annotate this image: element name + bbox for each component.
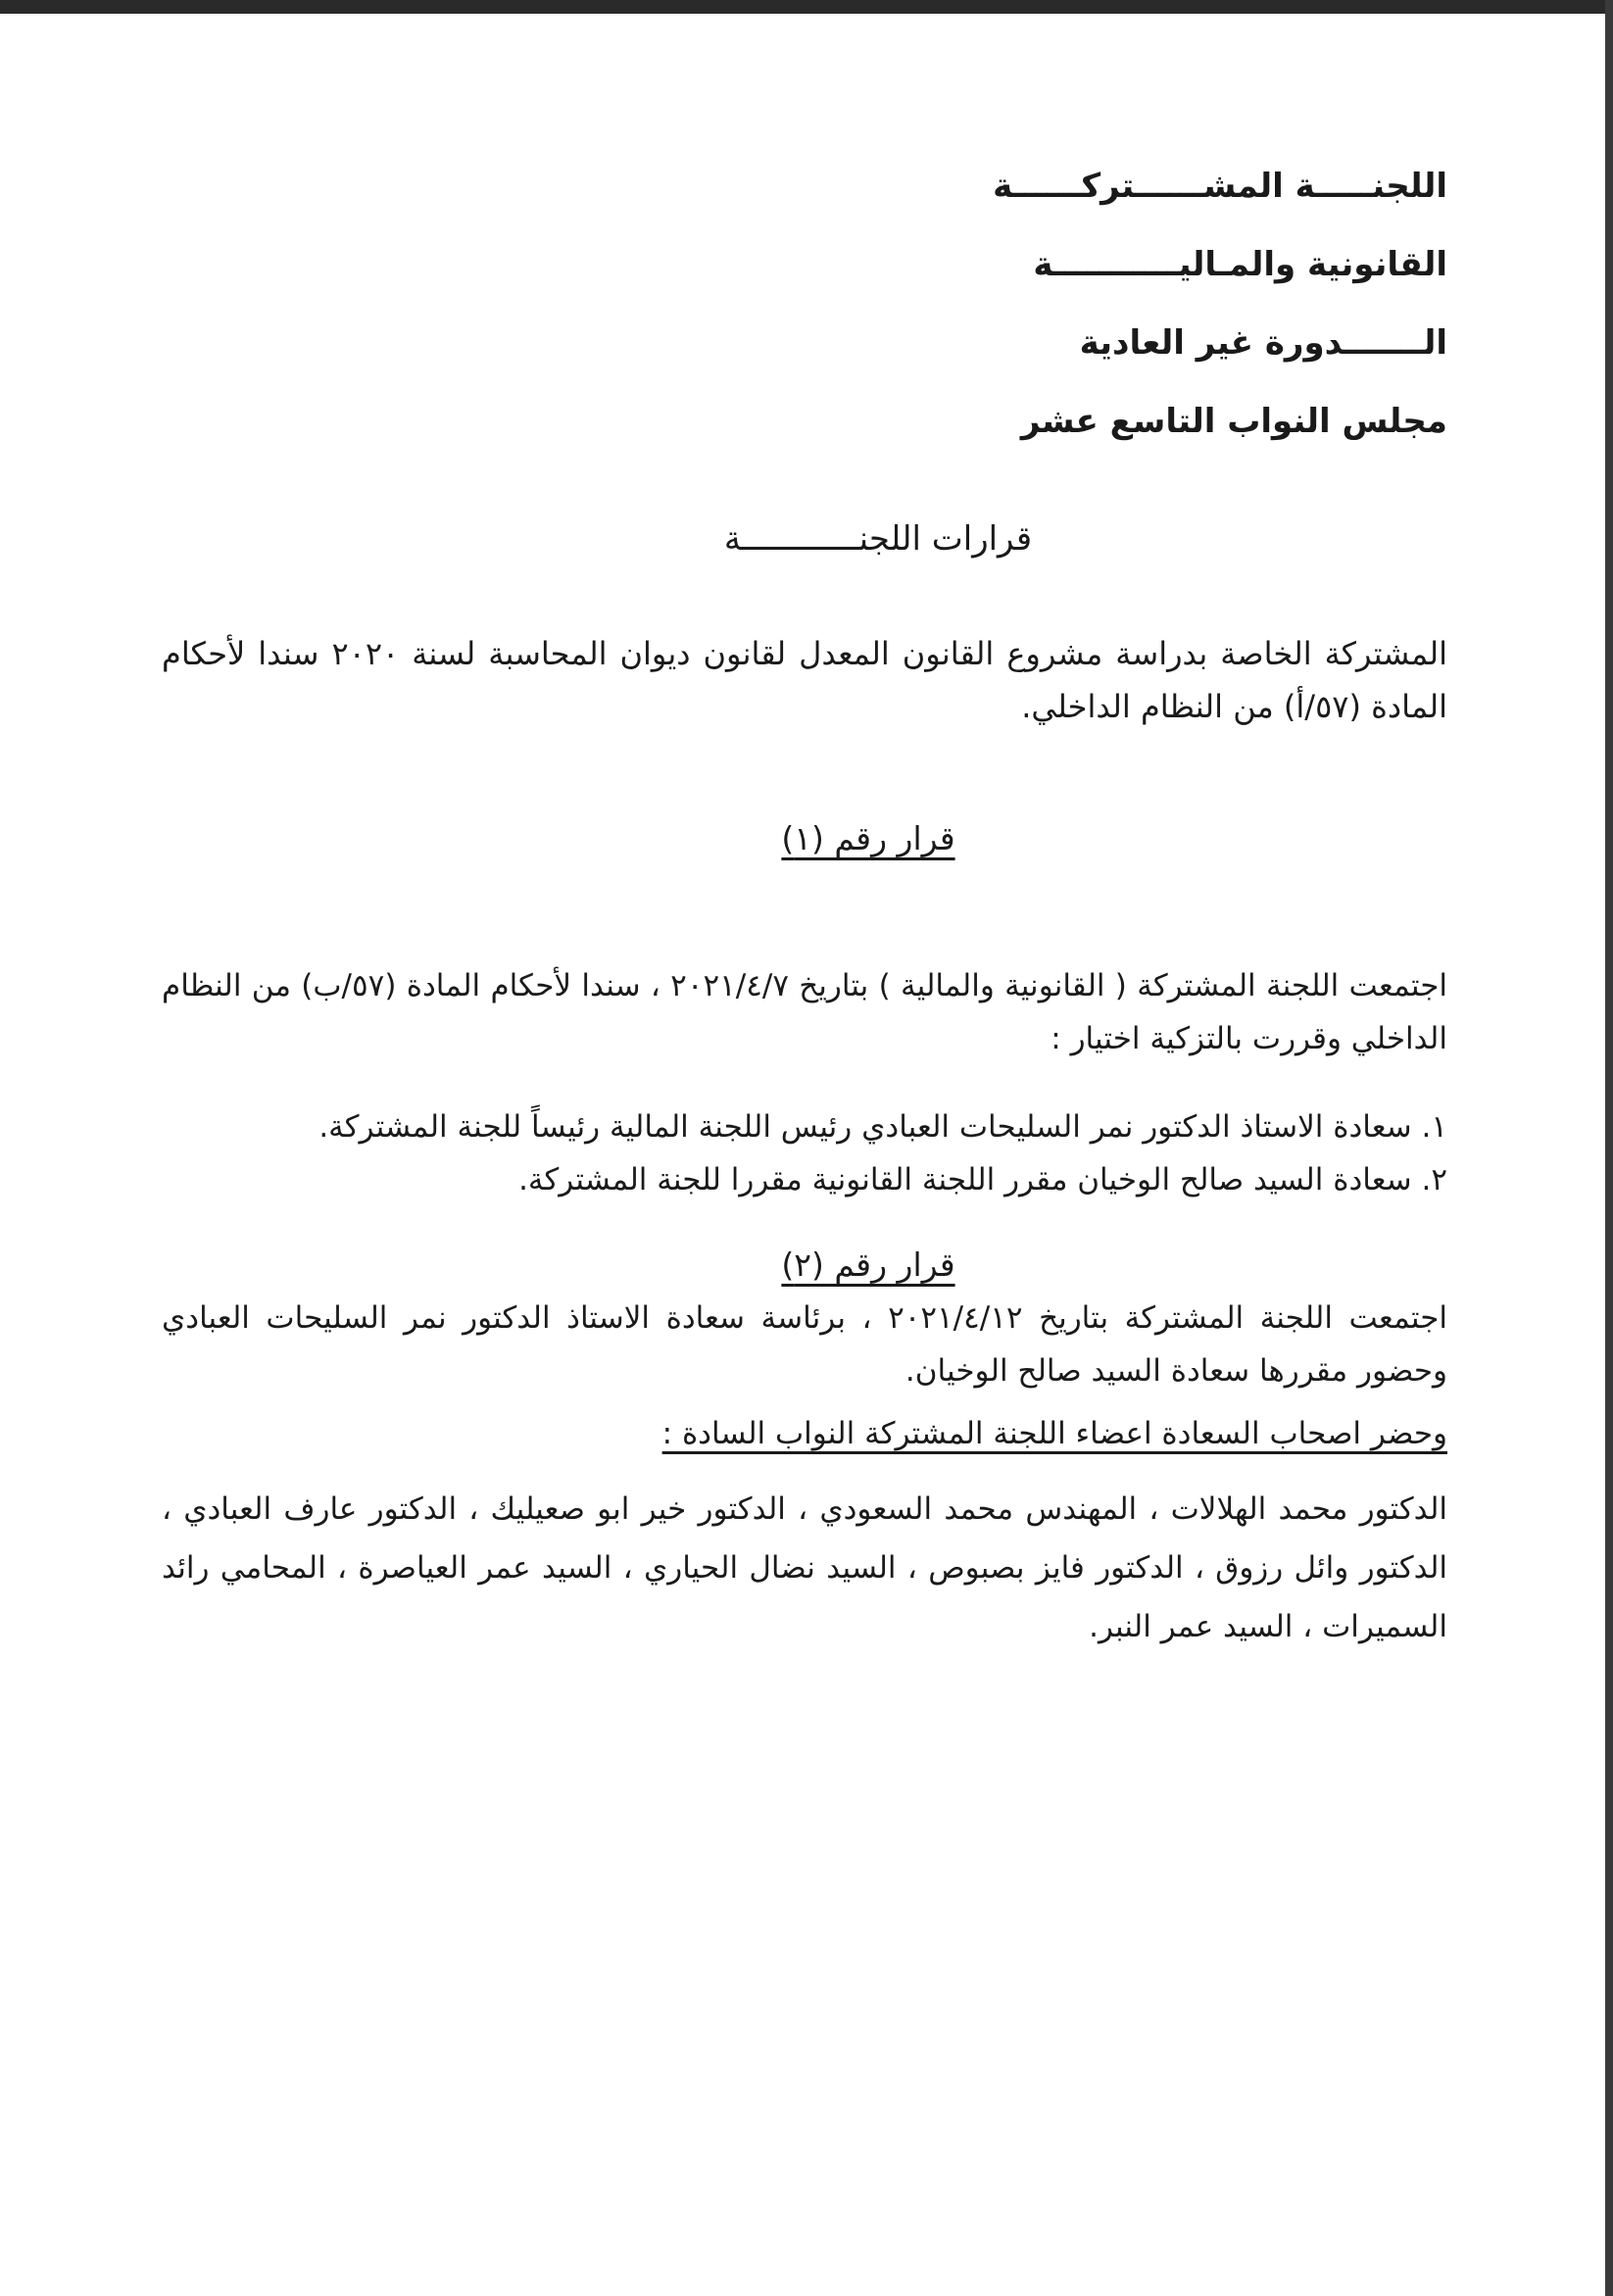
scan-border-top: [0, 0, 1613, 14]
header-parliament: مجلس النواب التاسع عشر: [1020, 402, 1447, 441]
header-session: الـــــــدورة غير العادية: [1079, 323, 1447, 363]
decision-1-body: اجتمعت اللجنة المشتركة ( القانونية والمالية ) بتاريخ ٢٠٢١/٤/٧ ، سندا لأحكام المادة (٥٧/ب) من النظام الداخلي وقررت بالتزكية اختيار :: [162, 968, 1448, 1056]
decision-1-title: قرار رقم (١): [781, 819, 955, 857]
document-page: [162, 147, 1447, 1656]
attendance-heading: وحضر اصحاب السعادة اعضاء اللجنة المشتركة النواب السادة :: [661, 1416, 1447, 1451]
decision-1-list: [162, 1100, 1447, 1206]
member-names: الدكتور محمد الهلالات ، المهندس محمد السعودي ، الدكتور خير ابو صعيليك ، الدكتور عارف العبادي ، الدكتور وائل رزوق ، الدكتور فايز بصبوص ، السيد نضال الحياري ، السيد عمر العياصرة ، المحامي رائد السميرات ، السيد عمر النبر.: [162, 1491, 1447, 1644]
page-title: قرارات اللجنــــــــــــة: [723, 519, 1033, 559]
scan-border-right: [1605, 0, 1613, 2296]
list-item: ١. سعادة الاستاذ الدكتور نمر السليحات العبادي رئيس اللجنة المالية رئيساً للجنة المشتركة.: [318, 1109, 1447, 1145]
decision-2-title: قرار رقم (٢): [781, 1246, 955, 1284]
header-committee: اللجنـــــة المشــــــتركــــــة: [993, 167, 1447, 206]
decision-2-body: اجتمعت اللجنة المشتركة بتاريخ ٢٠٢١/٤/١٢ ، برئاسة سعادة الاستاذ الدكتور نمر السليحات العبادي وحضور مقررها سعادة السيد صالح الوخيان.: [162, 1300, 1447, 1389]
letterhead: [162, 147, 1447, 461]
intro-paragraph: المشتركة الخاصة بدراسة مشروع القانون المعدل لقانون ديوان المحاسبة لسنة ٢٠٢٠ سندا لأحكام المادة (٥٧/أ) من النظام الداخلي.: [162, 635, 1448, 725]
header-legal-financial: القانونية والمـاليـــــــــــة: [1033, 245, 1447, 284]
list-item: ٢. سعادة السيد صالح الوخيان مقرر اللجنة القانونية مقررا للجنة المشتركة.: [518, 1162, 1447, 1197]
